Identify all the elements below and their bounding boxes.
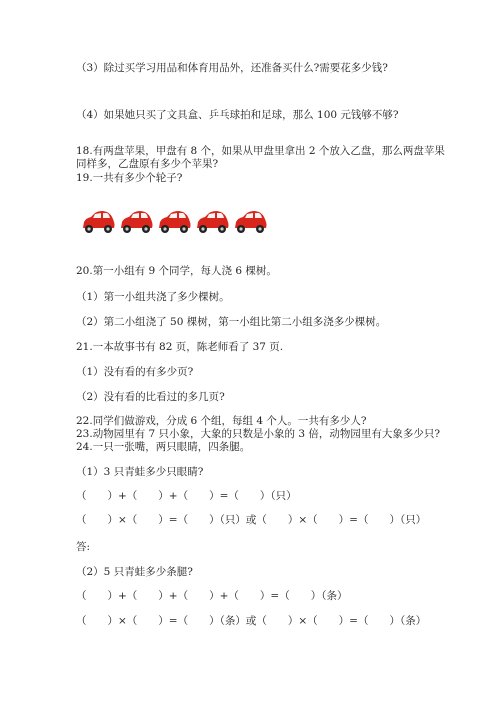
equation-addition-legs: （ ）+（ ）+（ ）+（ ）=（ ）（条） <box>76 590 348 602</box>
red-car-icon <box>80 208 116 236</box>
question-24-part-1: （1）3 只青蛙多少只眼睛? <box>76 466 204 478</box>
question-24: 24.一只一张嘴，两只眼睛，四条腿。 <box>76 441 251 453</box>
red-car-icon <box>232 208 268 236</box>
question-24-part-2: （2）5 只青蛙多少条腿? <box>76 566 193 578</box>
equation-multiplication-eyes: （ ）×（ ）=（ ）（只）或（ ）×（ ）=（ ）（只） <box>76 514 427 526</box>
question-21-part-2: （2）没有看的比看过的多几页? <box>76 391 225 403</box>
red-car-icon <box>194 208 230 236</box>
question-20-part-1: （1）第一小组共浇了多少棵树。 <box>76 291 230 303</box>
question-23: 23.动物园里有 7 只小象，大象的只数是小象的 3 倍，动物园里有大象多少只? <box>76 428 441 440</box>
equation-multiplication-legs: （ ）×（ ）=（ ）（条）或（ ）×（ ）=（ ）（条） <box>76 615 427 627</box>
red-car-icon <box>118 208 154 236</box>
question-21-part-1: （1）没有看的有多少页? <box>76 366 194 378</box>
question-21: 21.一本故事书有 82 页，陈老师看了 37 页. <box>76 341 284 353</box>
red-car-icon <box>156 208 192 236</box>
answer-label: 答: <box>76 541 91 553</box>
question-17-part-4: （4）如果她只买了文具盒、乒乓球拍和足球，那么 100 元钱够不够? <box>76 109 399 121</box>
question-20-part-2: （2）第二小组浇了 50 棵树，第一小组比第二小组多浇多少棵树。 <box>76 316 387 328</box>
equation-addition-eyes: （ ）+（ ）+（ ）=（ ）（只） <box>76 490 297 502</box>
question-17-part-3: （3）除过买学习用品和体育用品外，还准备买什么?需要花多少钱? <box>76 62 388 74</box>
cars-image <box>80 208 268 236</box>
question-18: 18.有两盘苹果，甲盘有 8 个，如果从甲盘里拿出 2 个放入乙盘，那么两盘苹果同样多，乙盘原有多少个苹果? <box>76 145 445 170</box>
question-19: 19.一共有多少个轮子? <box>76 172 183 184</box>
question-20: 20.第一小组有 9 个同学，每人浇 6 棵树。 <box>76 265 277 277</box>
question-22: 22.同学们做游戏，分成 6 个组，每组 4 个人。一共有多少人? <box>76 415 367 427</box>
